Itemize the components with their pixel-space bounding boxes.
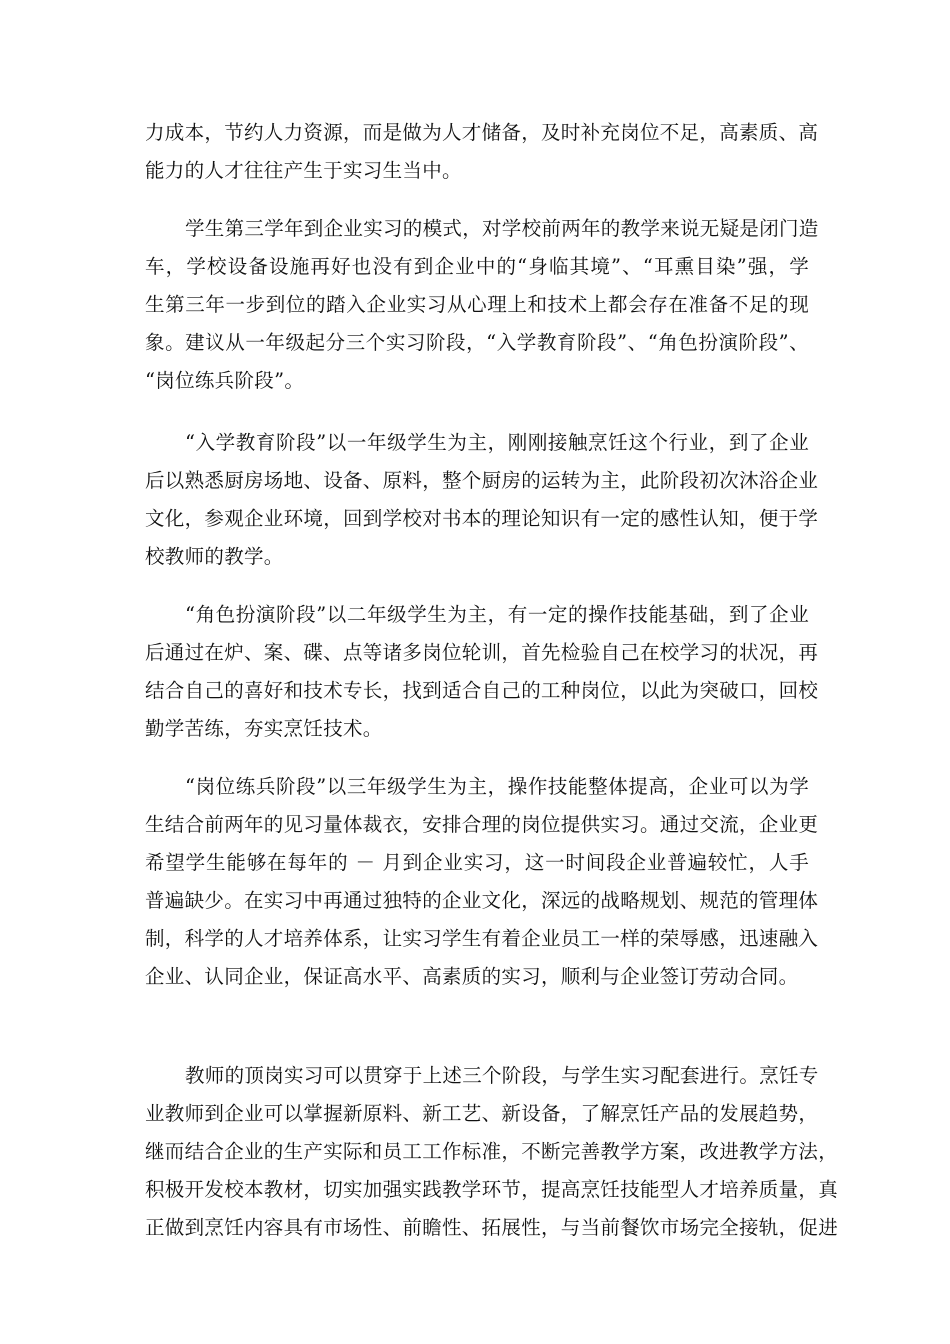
text-line: 力成本，节约人力资源，而是做为人才储备，及时补充岗位不足，高素质、高: [145, 121, 819, 144]
text-line: 象。建议从一年级起分三个实习阶段，“入学教育阶段”、“角色扮演阶段”、: [145, 331, 809, 354]
text-line: 继而结合企业的生产实际和员工工作标准，不断完善教学方案，改进教学方法，: [145, 1140, 839, 1163]
text-line: 生结合前两年的见习量体裁衣，安排合理的岗位提供实习。通过交流，企业更: [145, 813, 819, 836]
text-line: 文化，参观企业环境，回到学校对书本的理论知识有一定的感性认知，便于学: [145, 507, 819, 530]
text-line: 企业、认同企业，保证高水平、高素质的实习，顺利与企业签订劳动合同。: [145, 965, 799, 988]
paragraph-post-training-stage: [145, 768, 819, 996]
text-line: 制，科学的人才培养体系，让实习学生有着企业员工一样的荣辱感，迅速融入: [145, 927, 819, 950]
text-line: “角色扮演阶段”以二年级学生为主，有一定的操作技能基础，到了企业: [185, 603, 809, 626]
paragraph-internship-model: [145, 210, 819, 400]
text-line: 教师的顶岗实习可以贯穿于上述三个阶段，与学生实习配套进行。烹饪专: [185, 1064, 819, 1087]
text-line: 普遍缺少。在实习中再通过独特的企业文化，深远的战略规划、规范的管理体: [145, 889, 819, 912]
text-line: “入学教育阶段”以一年级学生为主，刚刚接触烹饪这个行业，到了企业: [185, 431, 809, 454]
paragraph-continuation: [145, 114, 819, 190]
text-line: “岗位练兵阶段”以三年级学生为主，操作技能整体提高，企业可以为学: [185, 775, 809, 798]
text-line: 车，学校设备设施再好也没有到企业中的“身临其境”、“耳熏目染”强，学: [145, 255, 809, 278]
text-line: 校教师的教学。: [145, 545, 284, 568]
text-line: 后以熟悉厨房场地、设备、原料，整个厨房的运转为主，此阶段初次沐浴企业: [145, 469, 819, 492]
text-line: 能力的人才往往产生于实习生当中。: [145, 159, 462, 182]
text-line: 正做到烹饪内容具有市场性、前瞻性、拓展性，与当前餐饮市场完全接轨，促进: [145, 1216, 839, 1239]
text-line: 希望学生能够在每年的 － 月到企业实习，这一时间段企业普遍较忙，人手: [145, 851, 809, 874]
text-line: 学生第三学年到企业实习的模式，对学校前两年的教学来说无疑是闭门造: [185, 217, 819, 240]
text-line: 业教师到企业可以掌握新原料、新工艺、新设备，了解烹饪产品的发展趋势，: [145, 1102, 819, 1125]
text-line: 生第三年一步到位的踏入企业实习从心理上和技术上都会存在准备不足的现: [145, 293, 809, 316]
text-line: “岗位练兵阶段”。: [145, 369, 305, 392]
paragraph-teacher-internship: [145, 1057, 839, 1247]
text-line: 结合自己的喜好和技术专长，找到适合自己的工种岗位，以此为突破口，回校: [145, 679, 819, 702]
text-line: 积极开发校本教材，切实加强实践教学环节，提高烹饪技能型人才培养质量，真: [145, 1178, 839, 1201]
paragraph-role-play-stage: [145, 596, 819, 748]
paragraph-enrollment-stage: [145, 424, 819, 576]
text-line: 后通过在炉、案、碟、点等诸多岗位轮训，首先检验自己在校学习的状况，再: [145, 641, 819, 664]
text-line: 勤学苦练，夯实烹饪技术。: [145, 717, 383, 740]
